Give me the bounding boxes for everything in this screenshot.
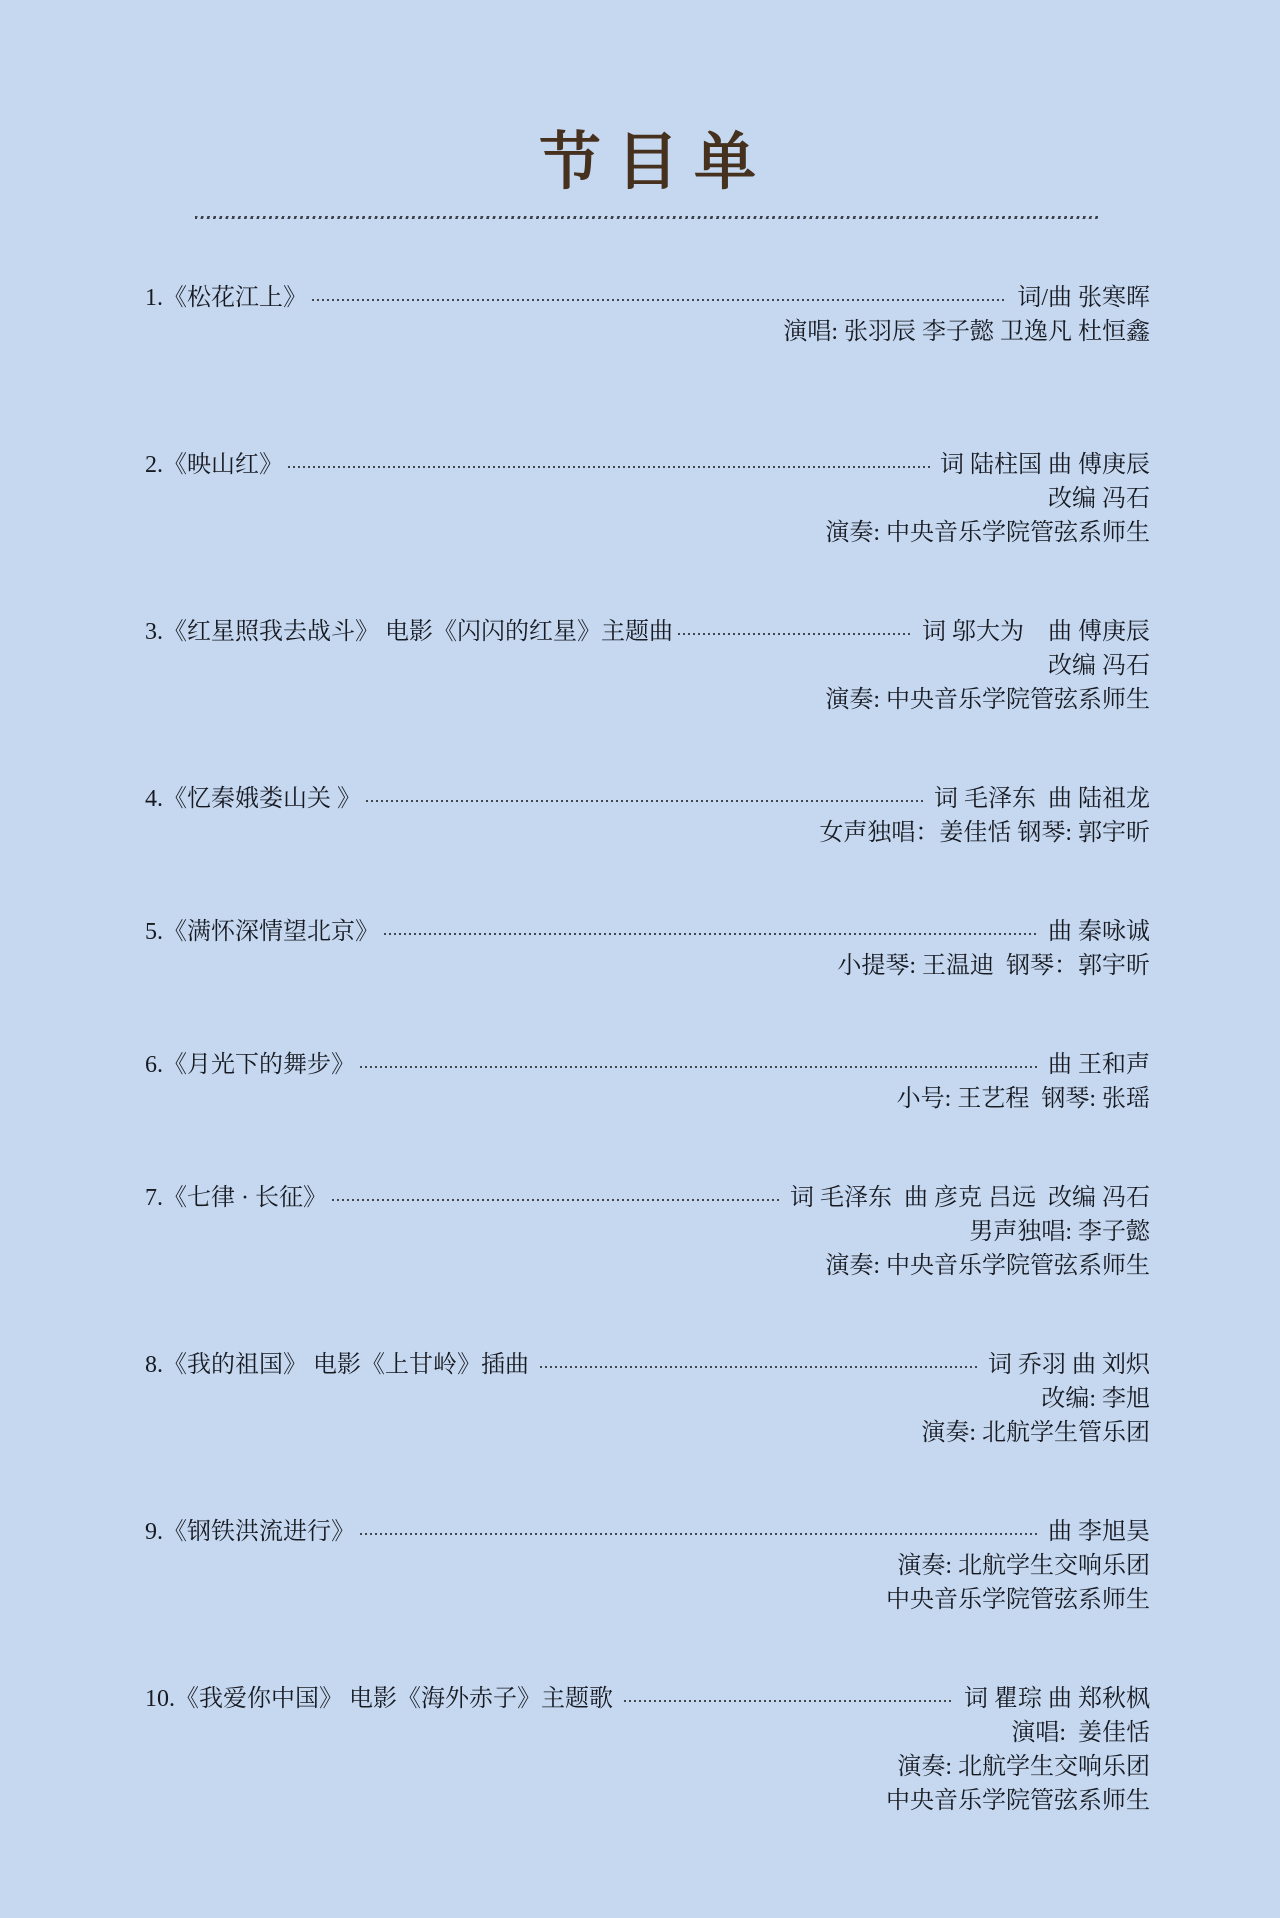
program-head	[145, 1515, 1150, 1549]
program-credit: 词 陆柱国 曲 傅庚辰	[940, 452, 1150, 478]
program-title: 8.《我的祖国》 电影《上甘岭》插曲	[145, 1352, 535, 1378]
program-subline: 改编 冯石	[1048, 653, 1150, 679]
program-title: 2.《映山红》	[145, 452, 283, 478]
program-head	[145, 615, 1150, 649]
program-subline: 女声独唱：姜佳恬 钢琴: 郭宇昕	[819, 820, 1150, 846]
program-head	[145, 1181, 1150, 1215]
program-title: 1.《松花江上》	[145, 285, 307, 311]
program-subline: 演奏: 中央音乐学院管弦系师生	[825, 1253, 1150, 1279]
program-item	[145, 1181, 1150, 1283]
program-title: 5.《满怀深情望北京》	[145, 919, 379, 945]
title-divider	[195, 216, 1100, 219]
program-subline: 中央音乐学院管弦系师生	[886, 1788, 1150, 1814]
program-subline: 改编 冯石	[1048, 486, 1150, 512]
program-subline: 演奏: 北航学生交响乐团	[897, 1553, 1150, 1579]
program-item	[145, 1682, 1150, 1818]
program-item	[145, 1348, 1150, 1450]
program-subline: 演奏: 中央音乐学院管弦系师生	[825, 687, 1150, 713]
leader-line	[366, 800, 924, 802]
program-credit: 词 邬大为 曲 傅庚辰	[922, 619, 1150, 645]
program-credit: 曲 王和声	[1048, 1052, 1150, 1078]
leader-line	[540, 1366, 978, 1368]
program-subline: 演奏: 中央音乐学院管弦系师生	[825, 520, 1150, 546]
program-title: 3.《红星照我去战斗》 电影《闪闪的红星》主题曲	[145, 619, 673, 645]
program-head	[145, 1348, 1150, 1382]
program-credit: 词 瞿琮 曲 郑秋枫	[964, 1686, 1150, 1712]
program-subline: 演奏: 北航学生管乐团	[921, 1420, 1150, 1446]
program-subline: 小号: 王艺程 钢琴: 张瑶	[896, 1086, 1150, 1112]
program-item	[145, 1515, 1150, 1617]
leader-line	[678, 633, 912, 635]
program-title: 7.《七律 · 长征》	[145, 1185, 327, 1211]
program-head	[145, 782, 1150, 816]
program-subline: 演唱: 张羽辰 李子懿 卫逸凡 杜恒鑫	[783, 319, 1150, 345]
program-credit: 词 毛泽东 曲 彦克 吕远 改编 冯石	[790, 1185, 1150, 1211]
program-head	[145, 1682, 1150, 1716]
leader-line	[312, 299, 1007, 301]
leader-line	[384, 933, 1038, 935]
leader-line	[624, 1700, 954, 1702]
leader-line	[360, 1533, 1038, 1535]
program-credit: 曲 李旭昊	[1048, 1519, 1150, 1545]
program-subline: 小提琴: 王温迪 钢琴：郭宇昕	[837, 953, 1150, 979]
program-credit: 词 乔羽 曲 刘炽	[988, 1352, 1150, 1378]
page-title: 节 目 单	[538, 129, 756, 197]
program-item	[145, 1048, 1150, 1116]
program-subline: 演奏: 北航学生交响乐团	[897, 1754, 1150, 1780]
program-subline: 改编: 李旭	[1041, 1386, 1150, 1412]
program-list	[145, 281, 1150, 1818]
program-item	[145, 281, 1150, 349]
program-head	[145, 281, 1150, 315]
program-title: 4.《忆秦娥娄山关 》	[145, 786, 361, 812]
program-item	[145, 915, 1150, 983]
program-item	[145, 448, 1150, 550]
program-head	[145, 448, 1150, 482]
program-subline: 中央音乐学院管弦系师生	[886, 1587, 1150, 1613]
leader-line	[288, 466, 930, 468]
leader-line	[332, 1199, 780, 1201]
program-title: 10.《我爱你中国》 电影《海外赤子》主题歌	[145, 1686, 619, 1712]
program-item	[145, 782, 1150, 850]
program-subline: 男声独唱: 李子懿	[969, 1219, 1150, 1245]
program-head	[145, 1048, 1150, 1082]
program-item	[145, 615, 1150, 717]
leader-line	[360, 1066, 1038, 1068]
program-head	[145, 915, 1150, 949]
program-title: 9.《钢铁洪流进行》	[145, 1519, 355, 1545]
program-title: 6.《月光下的舞步》	[145, 1052, 355, 1078]
program-subline: 演唱: 姜佳恬	[1011, 1720, 1150, 1746]
program-credit: 词/曲 张寒晖	[1017, 285, 1150, 311]
program-credit: 词 毛泽东 曲 陆祖龙	[934, 786, 1150, 812]
program-credit: 曲 秦咏诚	[1048, 919, 1150, 945]
